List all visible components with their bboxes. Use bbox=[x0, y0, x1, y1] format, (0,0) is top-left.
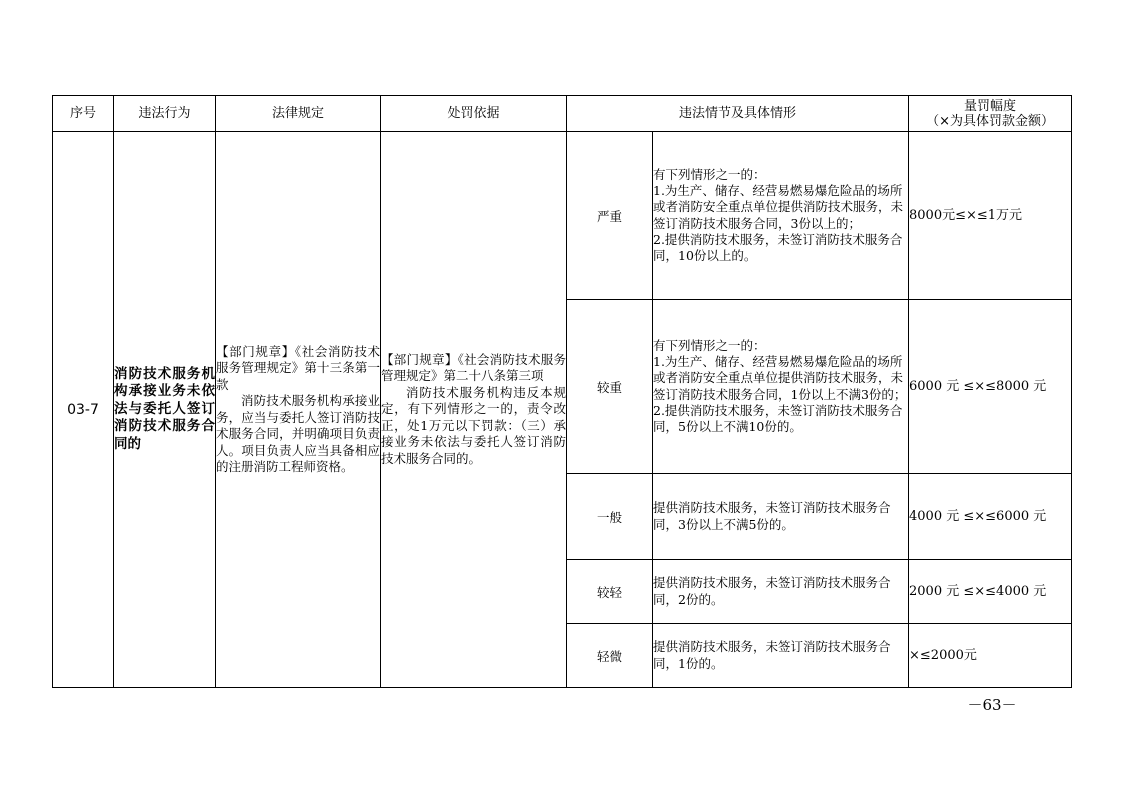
desc-line: 提供消防技术服务，未签订消防技术服务合同，1份的。 bbox=[653, 639, 891, 671]
level-severe: 严重 bbox=[567, 132, 653, 300]
header-row bbox=[53, 96, 1072, 132]
table-row bbox=[53, 132, 1072, 300]
header-act: 违法行为 bbox=[114, 96, 216, 132]
level-minor: 较轻 bbox=[567, 560, 653, 624]
desc-line: 有下列情形之一的： bbox=[653, 337, 766, 353]
penalty-table bbox=[52, 95, 1072, 688]
header-id: 序号 bbox=[53, 96, 114, 132]
header-basis: 处罚依据 bbox=[381, 96, 567, 132]
row-id: 03-7 bbox=[53, 132, 114, 688]
desc-minor bbox=[653, 560, 909, 624]
legal-provision bbox=[216, 132, 381, 688]
level-serious: 较重 bbox=[567, 300, 653, 474]
desc-line: 提供消防技术服务，未签订消防技术服务合同，3份以上不满5份的。 bbox=[653, 500, 891, 532]
violation-act: 消防技术服务机构承接业务未依法与委托人签订消防技术服务合同的 bbox=[114, 132, 216, 688]
desc-serious bbox=[653, 300, 909, 474]
header-amount-line1: 量罚幅度 bbox=[964, 98, 1017, 114]
desc-slight bbox=[653, 624, 909, 688]
amount-slight: ×≤2000元 bbox=[909, 624, 1072, 688]
penalty-basis bbox=[381, 132, 567, 688]
desc-line: 1.为生产、储存、经营易燃易爆危险品的场所或者消防安全重点单位提供消防技术服务，未签订消防技术服务合同，1份以上不满3份的； bbox=[653, 354, 907, 402]
amount-severe: 8000元≤×≤1万元 bbox=[909, 132, 1072, 300]
header-law: 法律规定 bbox=[216, 96, 381, 132]
desc-line: 1.为生产、储存、经营易燃易爆危险品的场所或者消防安全重点单位提供消防技术服务，未签订消防技术服务合同，3份以上的； bbox=[653, 183, 904, 231]
basis-source: 【部门规章】《社会消防技术服务管理规定》第二十八条第三项 bbox=[381, 351, 566, 384]
desc-line: 有下列情形之一的： bbox=[653, 166, 766, 182]
header-circumstance: 违法情节及具体情形 bbox=[567, 96, 909, 132]
desc-severe bbox=[653, 132, 909, 300]
amount-general: 4000 元 ≤×≤6000 元 bbox=[909, 474, 1072, 560]
page-number: －63－ bbox=[967, 696, 1017, 714]
law-source: 【部门规章】《社会消防技术服务管理规定》第十三条第一款 bbox=[216, 343, 380, 392]
header-amount-line2: （×为具体罚款金额） bbox=[926, 113, 1054, 129]
law-text: 消防技术服务机构承接业务，应当与委托人签订消防技术服务合同，并明确项目负责人。项目负责人应当具备相应的注册消防工程师资格。 bbox=[216, 393, 380, 474]
header-amount bbox=[909, 96, 1072, 132]
level-slight: 轻微 bbox=[567, 624, 653, 688]
desc-general bbox=[653, 474, 909, 560]
desc-line: 2.提供消防技术服务，未签订消防技术服务合同，5份以上不满10份的。 bbox=[653, 402, 903, 434]
basis-text: 消防技术服务机构违反本规定，有下列情形之一的，责令改正，处1万元以下罚款：（三）承接业务未依法与委托人签订消防技术服务合同的。 bbox=[381, 384, 566, 466]
amount-serious: 6000 元 ≤×≤8000 元 bbox=[909, 300, 1072, 474]
amount-minor: 2000 元 ≤×≤4000 元 bbox=[909, 560, 1072, 624]
desc-line: 提供消防技术服务，未签订消防技术服务合同，2份的。 bbox=[653, 575, 891, 607]
desc-line: 2.提供消防技术服务，未签订消防技术服务合同，10份以上的。 bbox=[653, 231, 903, 263]
level-general: 一般 bbox=[567, 474, 653, 560]
